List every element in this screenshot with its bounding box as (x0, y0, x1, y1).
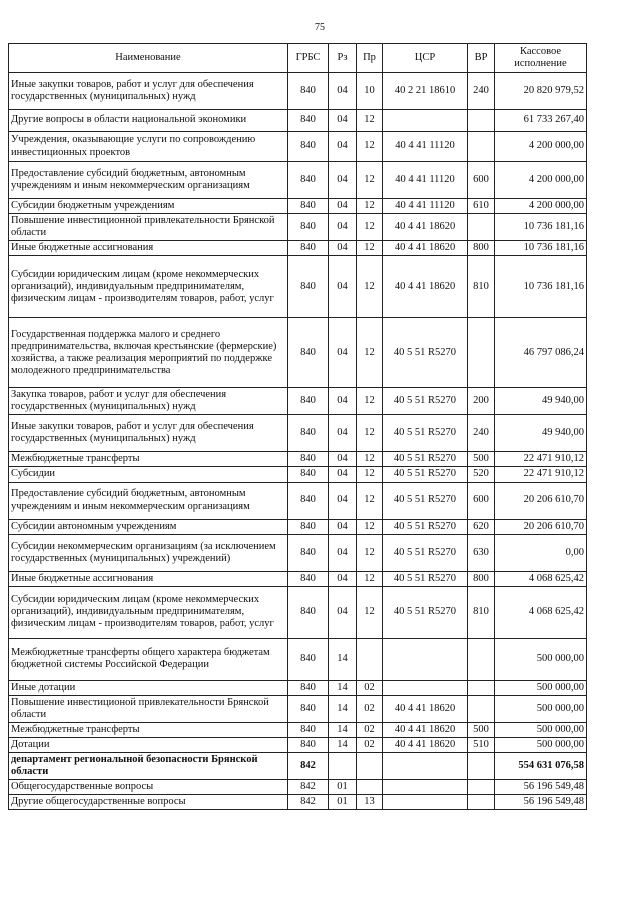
cell-csr (383, 752, 468, 779)
table-row (9, 318, 587, 388)
cell-rz: 04 (329, 256, 357, 318)
cell-vr: 200 (468, 388, 495, 415)
cell-amount: 10 736 181,16 (495, 214, 587, 241)
table-row (9, 752, 587, 779)
cell-pr: 02 (357, 695, 383, 722)
cell-name: Межбюджетные трансферты общего характера бюджетам бюджетной системы Российской Федерации (9, 638, 288, 680)
cell-amount: 20 820 979,52 (495, 73, 587, 110)
cell-csr: 40 5 51 R5270 (383, 318, 468, 388)
cell-amount: 554 631 076,58 (495, 752, 587, 779)
header-amount: Кассовое исполнение (495, 44, 587, 73)
table-row (9, 482, 587, 519)
header-grbs: ГРБС (288, 44, 329, 73)
cell-amount: 500 000,00 (495, 695, 587, 722)
table-row (9, 110, 587, 132)
cell-pr: 12 (357, 162, 383, 199)
cell-rz: 14 (329, 695, 357, 722)
cell-grbs: 840 (288, 452, 329, 467)
cell-csr: 40 5 51 R5270 (383, 534, 468, 571)
cell-pr: 12 (357, 519, 383, 534)
cell-grbs: 840 (288, 199, 329, 214)
cell-csr: 40 5 51 R5270 (383, 571, 468, 586)
cell-csr: 40 2 21 18610 (383, 73, 468, 110)
cell-amount: 4 200 000,00 (495, 162, 587, 199)
cell-grbs: 840 (288, 256, 329, 318)
header-vr: ВР (468, 44, 495, 73)
cell-grbs: 840 (288, 519, 329, 534)
cell-name: Субсидии юридическим лицам (кроме некоммерческих организаций), индивидуальным предпринимателям, физическим лицам - производителям товаров, работ, услуг (9, 586, 288, 638)
cell-amount: 4 068 625,42 (495, 571, 587, 586)
cell-grbs: 840 (288, 73, 329, 110)
cell-name: Другие вопросы в области национальной экономики (9, 110, 288, 132)
table-row (9, 415, 587, 452)
cell-rz: 14 (329, 680, 357, 695)
cell-rz: 14 (329, 638, 357, 680)
cell-vr: 600 (468, 162, 495, 199)
cell-rz: 04 (329, 388, 357, 415)
cell-name: Государственная поддержка малого и среднего предпринимательства, включая крестьянские (фермерские) хозяйства, а также реализация мероприятий по поддержке молодежного предпринимательства (9, 318, 288, 388)
cell-csr: 40 5 51 R5270 (383, 586, 468, 638)
cell-pr: 12 (357, 571, 383, 586)
budget-execution-table (8, 43, 587, 810)
cell-amount: 22 471 910,12 (495, 452, 587, 467)
cell-vr (468, 132, 495, 162)
cell-vr (468, 695, 495, 722)
table-row (9, 241, 587, 256)
cell-amount: 10 736 181,16 (495, 241, 587, 256)
cell-vr: 510 (468, 737, 495, 752)
cell-csr: 40 4 41 18620 (383, 695, 468, 722)
cell-name: Субсидии (9, 467, 288, 482)
cell-grbs: 840 (288, 722, 329, 737)
cell-vr (468, 680, 495, 695)
cell-grbs: 840 (288, 586, 329, 638)
cell-csr: 40 4 41 18620 (383, 722, 468, 737)
cell-pr (357, 638, 383, 680)
cell-name: Иные бюджетные ассигнования (9, 571, 288, 586)
cell-pr: 12 (357, 132, 383, 162)
cell-amount: 4 068 625,42 (495, 586, 587, 638)
cell-vr (468, 110, 495, 132)
table-row (9, 780, 587, 795)
cell-name: Иные закупки товаров, работ и услуг для обеспечения государственных (муниципальных) нужд (9, 415, 288, 452)
cell-csr: 40 4 41 11120 (383, 132, 468, 162)
cell-name: Иные бюджетные ассигнования (9, 241, 288, 256)
cell-name: Предоставление субсидий бюджетным, автономным учреждениям и иным некоммерческим организациям (9, 162, 288, 199)
cell-grbs: 840 (288, 132, 329, 162)
cell-rz: 04 (329, 241, 357, 256)
cell-vr: 630 (468, 534, 495, 571)
cell-amount: 20 206 610,70 (495, 482, 587, 519)
cell-grbs: 842 (288, 780, 329, 795)
cell-name: Учреждения, оказывающие услуги по сопровождению инвестиционных проектов (9, 132, 288, 162)
cell-csr: 40 4 41 11120 (383, 199, 468, 214)
cell-rz: 04 (329, 318, 357, 388)
cell-vr: 610 (468, 199, 495, 214)
cell-name: Иные дотации (9, 680, 288, 695)
cell-amount: 61 733 267,40 (495, 110, 587, 132)
cell-rz: 04 (329, 534, 357, 571)
header-name: Наименование (9, 44, 288, 73)
cell-pr: 12 (357, 388, 383, 415)
cell-csr: 40 4 41 11120 (383, 162, 468, 199)
table-row (9, 586, 587, 638)
cell-name: Субсидии автономным учреждениям (9, 519, 288, 534)
table-row (9, 571, 587, 586)
table-row (9, 680, 587, 695)
cell-vr (468, 780, 495, 795)
cell-rz: 04 (329, 199, 357, 214)
table-row (9, 467, 587, 482)
table-row (9, 199, 587, 214)
cell-csr (383, 780, 468, 795)
cell-rz: 04 (329, 214, 357, 241)
table-row (9, 534, 587, 571)
cell-vr (468, 214, 495, 241)
cell-csr: 40 5 51 R5270 (383, 415, 468, 452)
cell-rz (329, 752, 357, 779)
cell-name: Повышение инвестиционой привлекательности Брянской области (9, 695, 288, 722)
cell-amount: 56 196 549,48 (495, 795, 587, 810)
cell-grbs: 840 (288, 638, 329, 680)
cell-pr: 12 (357, 415, 383, 452)
cell-pr: 12 (357, 482, 383, 519)
cell-csr: 40 4 41 18620 (383, 214, 468, 241)
table-row (9, 795, 587, 810)
cell-amount: 49 940,00 (495, 415, 587, 452)
cell-rz: 14 (329, 737, 357, 752)
cell-rz: 04 (329, 571, 357, 586)
cell-name: Дотации (9, 737, 288, 752)
cell-csr: 40 5 51 R5270 (383, 482, 468, 519)
cell-pr (357, 752, 383, 779)
cell-csr (383, 680, 468, 695)
table-row (9, 73, 587, 110)
cell-pr: 13 (357, 795, 383, 810)
cell-amount: 500 000,00 (495, 722, 587, 737)
cell-grbs: 842 (288, 752, 329, 779)
table-row (9, 519, 587, 534)
page-number: 75 (315, 22, 325, 33)
cell-vr: 520 (468, 467, 495, 482)
cell-name: Субсидии некоммерческим организациям (за исключением государственных (муниципальных) учреждений) (9, 534, 288, 571)
table-row (9, 638, 587, 680)
table-row (9, 722, 587, 737)
cell-csr: 40 5 51 R5270 (383, 388, 468, 415)
header-rz: Рз (329, 44, 357, 73)
cell-grbs: 840 (288, 162, 329, 199)
cell-grbs: 840 (288, 388, 329, 415)
cell-name: Межбюджетные трансферты (9, 452, 288, 467)
cell-amount: 20 206 610,70 (495, 519, 587, 534)
cell-rz: 04 (329, 73, 357, 110)
cell-pr: 12 (357, 467, 383, 482)
cell-pr: 12 (357, 318, 383, 388)
cell-name: Предоставление субсидий бюджетным, автономным учреждениям и иным некоммерческим организациям (9, 482, 288, 519)
cell-csr: 40 5 51 R5270 (383, 452, 468, 467)
cell-amount: 500 000,00 (495, 737, 587, 752)
cell-amount: 4 200 000,00 (495, 132, 587, 162)
cell-csr: 40 5 51 R5270 (383, 467, 468, 482)
cell-vr: 810 (468, 586, 495, 638)
table-header-row (9, 44, 587, 73)
cell-name: Закупка товаров, работ и услуг для обеспечения государственных (муниципальных) нужд (9, 388, 288, 415)
cell-grbs: 840 (288, 737, 329, 752)
cell-grbs: 840 (288, 680, 329, 695)
cell-csr (383, 795, 468, 810)
cell-grbs: 840 (288, 214, 329, 241)
cell-pr: 02 (357, 680, 383, 695)
cell-rz: 04 (329, 586, 357, 638)
cell-rz: 04 (329, 519, 357, 534)
cell-amount: 49 940,00 (495, 388, 587, 415)
table-row (9, 162, 587, 199)
cell-vr: 800 (468, 241, 495, 256)
cell-name: Повышение инвестиционной привлекательности Брянской области (9, 214, 288, 241)
cell-grbs: 840 (288, 110, 329, 132)
cell-vr: 810 (468, 256, 495, 318)
table-row (9, 214, 587, 241)
table-row (9, 695, 587, 722)
cell-grbs: 840 (288, 241, 329, 256)
cell-pr: 12 (357, 586, 383, 638)
cell-vr (468, 795, 495, 810)
cell-name: Иные закупки товаров, работ и услуг для обеспечения государственных (муниципальных) нужд (9, 73, 288, 110)
cell-pr: 12 (357, 534, 383, 571)
cell-name: Межбюджетные трансферты (9, 722, 288, 737)
cell-amount: 500 000,00 (495, 638, 587, 680)
cell-pr: 12 (357, 214, 383, 241)
cell-vr (468, 318, 495, 388)
cell-name: Общегосударственные вопросы (9, 780, 288, 795)
cell-csr: 40 4 41 18620 (383, 256, 468, 318)
cell-pr: 12 (357, 110, 383, 132)
cell-rz: 01 (329, 795, 357, 810)
cell-rz: 04 (329, 162, 357, 199)
cell-name: Субсидии юридическим лицам (кроме некоммерческих организаций), индивидуальным предпринимателям, физическим лицам - производителям товаров, работ, услуг (9, 256, 288, 318)
cell-amount: 4 200 000,00 (495, 199, 587, 214)
cell-name: Субсидии бюджетным учреждениям (9, 199, 288, 214)
cell-pr: 02 (357, 722, 383, 737)
cell-amount: 500 000,00 (495, 680, 587, 695)
cell-pr: 10 (357, 73, 383, 110)
cell-vr: 240 (468, 73, 495, 110)
cell-grbs: 840 (288, 467, 329, 482)
cell-pr: 12 (357, 452, 383, 467)
cell-vr: 500 (468, 722, 495, 737)
cell-pr: 12 (357, 199, 383, 214)
cell-grbs: 840 (288, 571, 329, 586)
cell-amount: 46 797 086,24 (495, 318, 587, 388)
cell-csr: 40 4 41 18620 (383, 737, 468, 752)
header-pr: Пр (357, 44, 383, 73)
cell-grbs: 840 (288, 318, 329, 388)
cell-rz: 04 (329, 482, 357, 519)
cell-grbs: 840 (288, 695, 329, 722)
table-row (9, 452, 587, 467)
cell-rz: 04 (329, 415, 357, 452)
cell-rz: 01 (329, 780, 357, 795)
cell-vr: 620 (468, 519, 495, 534)
cell-rz: 04 (329, 452, 357, 467)
cell-grbs: 840 (288, 482, 329, 519)
cell-vr: 500 (468, 452, 495, 467)
cell-pr (357, 780, 383, 795)
cell-vr (468, 638, 495, 680)
table-row (9, 256, 587, 318)
cell-grbs: 842 (288, 795, 329, 810)
cell-csr (383, 638, 468, 680)
cell-amount: 10 736 181,16 (495, 256, 587, 318)
cell-vr (468, 752, 495, 779)
cell-csr: 40 5 51 R5270 (383, 519, 468, 534)
table-row (9, 388, 587, 415)
cell-pr: 12 (357, 256, 383, 318)
cell-pr: 12 (357, 241, 383, 256)
cell-rz: 04 (329, 467, 357, 482)
cell-name: Другие общегосударственные вопросы (9, 795, 288, 810)
header-csr: ЦСР (383, 44, 468, 73)
cell-rz: 04 (329, 132, 357, 162)
cell-rz: 14 (329, 722, 357, 737)
cell-amount: 56 196 549,48 (495, 780, 587, 795)
cell-rz: 04 (329, 110, 357, 132)
cell-amount: 0,00 (495, 534, 587, 571)
table-row (9, 737, 587, 752)
cell-grbs: 840 (288, 534, 329, 571)
cell-name: департамент регионалыной безопасности Брянской области (9, 752, 288, 779)
cell-pr: 02 (357, 737, 383, 752)
cell-vr: 240 (468, 415, 495, 452)
cell-amount: 22 471 910,12 (495, 467, 587, 482)
cell-csr: 40 4 41 18620 (383, 241, 468, 256)
cell-grbs: 840 (288, 415, 329, 452)
cell-vr: 600 (468, 482, 495, 519)
cell-csr (383, 110, 468, 132)
table-row (9, 132, 587, 162)
cell-vr: 800 (468, 571, 495, 586)
